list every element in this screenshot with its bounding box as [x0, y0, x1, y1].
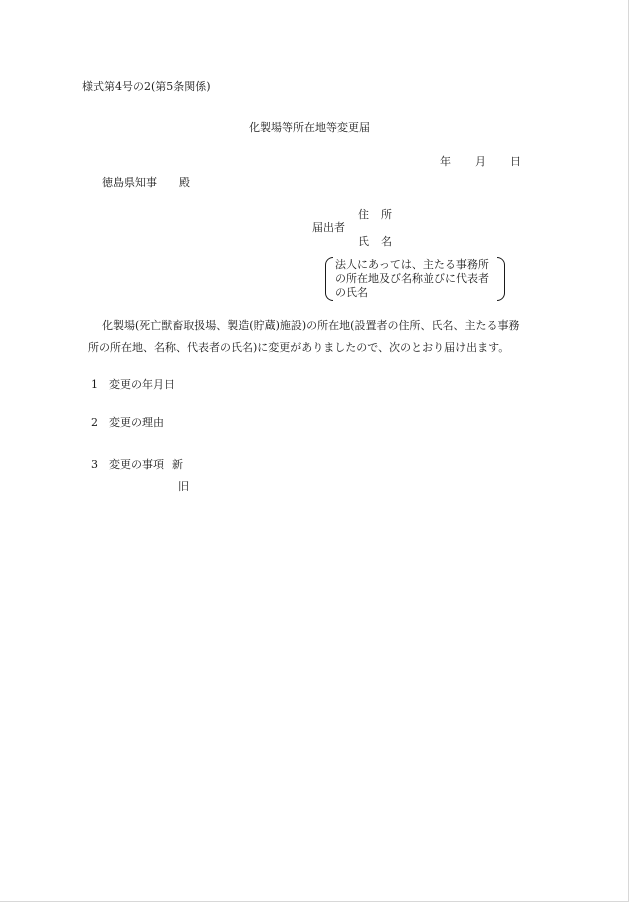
- date-year: 年: [440, 155, 451, 168]
- corporate-note-line-2: の所在地及び名称並びに代表者: [335, 272, 489, 285]
- item-change-details: [91, 458, 183, 472]
- corporate-note-line-3: の氏名: [335, 286, 368, 299]
- date-month: 月: [475, 155, 486, 168]
- name-label-char-1: 氏: [358, 235, 369, 248]
- item-number: 2: [91, 416, 98, 429]
- form-number: 様式第4号の2(第5条関係): [82, 80, 211, 93]
- address-label: [358, 208, 392, 222]
- corporate-note-line-1: 法人にあっては、主たる事務所: [335, 258, 489, 271]
- new-label: 新: [172, 458, 183, 471]
- item-number: 1: [91, 378, 98, 391]
- body-paragraph: [88, 315, 558, 359]
- item-change-date: [91, 378, 175, 392]
- addressee-honorific: 殿: [179, 176, 190, 189]
- body-line-2: 所の所在地、名称、代表者の氏名)に変更がありましたので、次のとおり届け出ます。: [88, 341, 510, 354]
- applicant-label: 届出者: [312, 221, 345, 234]
- address-label-char-1: 住: [358, 208, 369, 221]
- item-number: 3: [91, 458, 98, 471]
- old-label: 旧: [178, 480, 189, 493]
- address-label-char-2: 所: [381, 208, 392, 221]
- corporate-note-text: [335, 258, 489, 300]
- date-line: [440, 155, 521, 169]
- addressee-name: 徳島県知事: [102, 176, 157, 189]
- item-label: 変更の年月日: [109, 378, 175, 391]
- date-day: 日: [510, 155, 521, 168]
- name-label-char-2: 名: [381, 235, 392, 248]
- name-label: [358, 235, 392, 249]
- corporate-note: [325, 257, 505, 301]
- item-label: 変更の事項: [109, 458, 164, 471]
- addressee: [102, 176, 190, 190]
- document-title: 化製場等所在地等変更届: [249, 121, 370, 134]
- right-bracket: [497, 257, 505, 301]
- item-label: 変更の理由: [109, 416, 164, 429]
- left-bracket: [325, 257, 333, 301]
- body-line-1: 化製場(死亡獣畜取扱場、製造(貯蔵)施設)の所在地(設置者の住所、氏名、主たる事務: [102, 319, 520, 332]
- item-change-reason: [91, 416, 164, 430]
